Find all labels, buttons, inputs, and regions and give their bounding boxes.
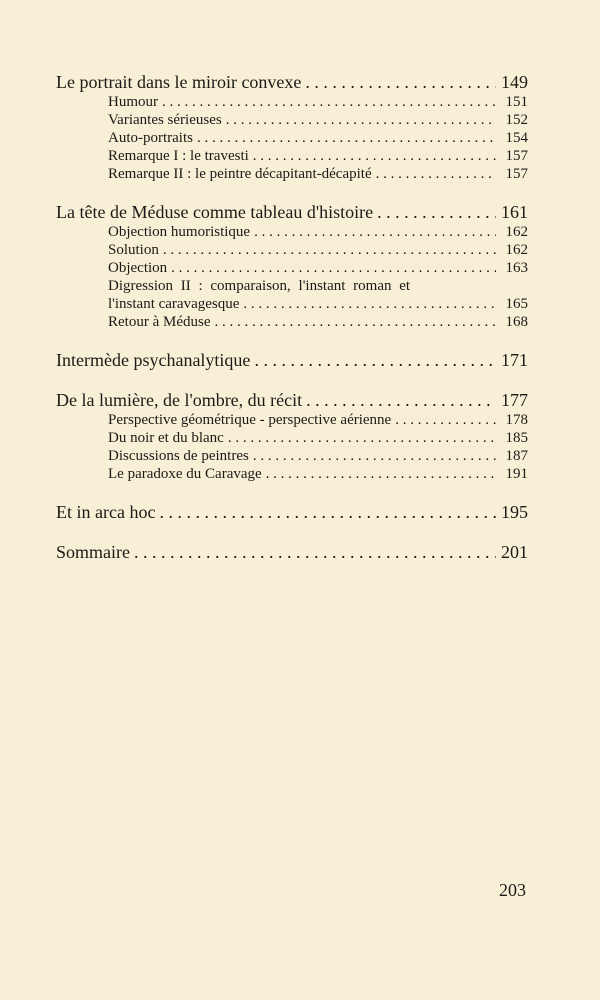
toc-section-lumiere <box>56 390 528 484</box>
toc-entry-main <box>56 72 528 94</box>
toc-page-number: 178 <box>505 412 528 428</box>
dot-leader <box>253 449 496 464</box>
toc-entry-main <box>56 202 528 224</box>
dot-leader <box>162 95 496 110</box>
toc-page-number: 157 <box>505 166 528 182</box>
toc-page-number: 154 <box>505 130 528 146</box>
toc-entry-sub <box>56 412 528 430</box>
dot-leader <box>197 131 496 146</box>
toc-entry-title: Retour à Méduse <box>108 314 211 330</box>
toc-entry-digression-line2 <box>56 296 528 314</box>
toc-entry-sub <box>56 466 528 484</box>
toc-entry-title: De la lumière, de l'ombre, du récit <box>56 390 303 410</box>
toc-page-number: 163 <box>505 260 528 276</box>
toc-page-number: 152 <box>505 112 528 128</box>
toc-entry-title: Digression II : comparaison, l'instant roman et <box>108 278 411 294</box>
toc-entry-sub <box>56 224 528 242</box>
dot-leader <box>228 431 496 446</box>
dot-leader <box>163 243 496 258</box>
toc-entry-sub <box>56 314 528 332</box>
dot-leader <box>254 351 496 369</box>
toc-entry-title: Et in arca hoc <box>56 502 156 522</box>
toc-entry-main <box>56 502 528 524</box>
dot-leader <box>159 503 496 521</box>
toc-page-number: 149 <box>501 72 528 92</box>
toc-entry-main <box>56 542 528 564</box>
toc-section-arca <box>56 502 528 524</box>
toc-entry-title: La tête de Méduse comme tableau d'histoire <box>56 202 374 222</box>
toc-page-number: 185 <box>505 430 528 446</box>
toc-entry-title: Remarque II : le peintre décapitant-décapité <box>108 166 372 182</box>
dot-leader <box>214 315 496 330</box>
dot-leader <box>395 413 496 428</box>
toc-section-portrait <box>56 72 528 184</box>
toc-entry-sub <box>56 448 528 466</box>
toc-entry-title: Variantes sérieuses <box>108 112 222 128</box>
toc-section-meduse <box>56 202 528 332</box>
toc-page-number: 177 <box>501 390 528 410</box>
toc-entry-title: Le portrait dans le miroir convexe <box>56 72 302 92</box>
toc-entry-sub <box>56 166 528 184</box>
toc-page-number: 162 <box>505 224 528 240</box>
toc-section-intermede <box>56 350 528 372</box>
dot-leader <box>171 261 496 276</box>
toc-page-number: 195 <box>501 502 528 522</box>
toc-entry-main <box>56 350 528 372</box>
toc-page-number: 168 <box>505 314 528 330</box>
dot-leader <box>305 73 496 91</box>
toc-page-number: 171 <box>501 350 528 370</box>
dot-leader <box>376 167 496 182</box>
toc-entry-title: Humour <box>108 94 158 110</box>
toc-entry-sub <box>56 260 528 278</box>
toc-page-number: 162 <box>505 242 528 258</box>
toc-entry-sub <box>56 130 528 148</box>
toc-page-number: 201 <box>501 542 528 562</box>
toc-entry-sub <box>56 94 528 112</box>
toc-entry-main <box>56 390 528 412</box>
toc-entry-sub <box>56 242 528 260</box>
dot-leader <box>266 467 496 482</box>
dot-leader <box>243 297 496 312</box>
toc-entry-title: Discussions de peintres <box>108 448 249 464</box>
dot-leader <box>306 391 496 409</box>
toc-entry-title: Perspective géométrique - perspective aérienne <box>108 412 392 428</box>
dot-leader <box>253 149 496 164</box>
toc-page-number: 187 <box>505 448 528 464</box>
dot-leader <box>226 113 496 128</box>
toc-entry-title: Auto-portraits <box>108 130 193 146</box>
dot-leader <box>377 203 496 221</box>
toc-page-number: 161 <box>501 202 528 222</box>
page-folio: 203 <box>499 880 526 900</box>
toc-page-number: 157 <box>505 148 528 164</box>
toc-section-sommaire <box>56 542 528 564</box>
toc-page-number: 191 <box>505 466 528 482</box>
toc-entry-sub <box>56 430 528 448</box>
toc-entry-digression-line1 <box>56 278 528 296</box>
toc-page-number: 151 <box>505 94 528 110</box>
toc-entry-sub <box>56 148 528 166</box>
toc-entry-title: Sommaire <box>56 542 130 562</box>
toc-entry-title: Du noir et du blanc <box>108 430 224 446</box>
toc-entry-title: Objection humoristique <box>108 224 251 240</box>
toc-entry-title: l'instant caravagesque <box>108 296 240 312</box>
toc-entry-title: Solution <box>108 242 159 258</box>
table-of-contents <box>56 72 528 564</box>
toc-entry-sub <box>56 112 528 130</box>
toc-entry-title: Intermède psychanalytique <box>56 350 251 370</box>
toc-page-number: 165 <box>505 296 528 312</box>
dot-leader <box>254 225 496 240</box>
toc-entry-title: Objection <box>108 260 168 276</box>
toc-entry-title: Le paradoxe du Caravage <box>108 466 262 482</box>
dot-leader <box>134 543 496 561</box>
toc-entry-title: Remarque I : le travesti <box>108 148 249 164</box>
